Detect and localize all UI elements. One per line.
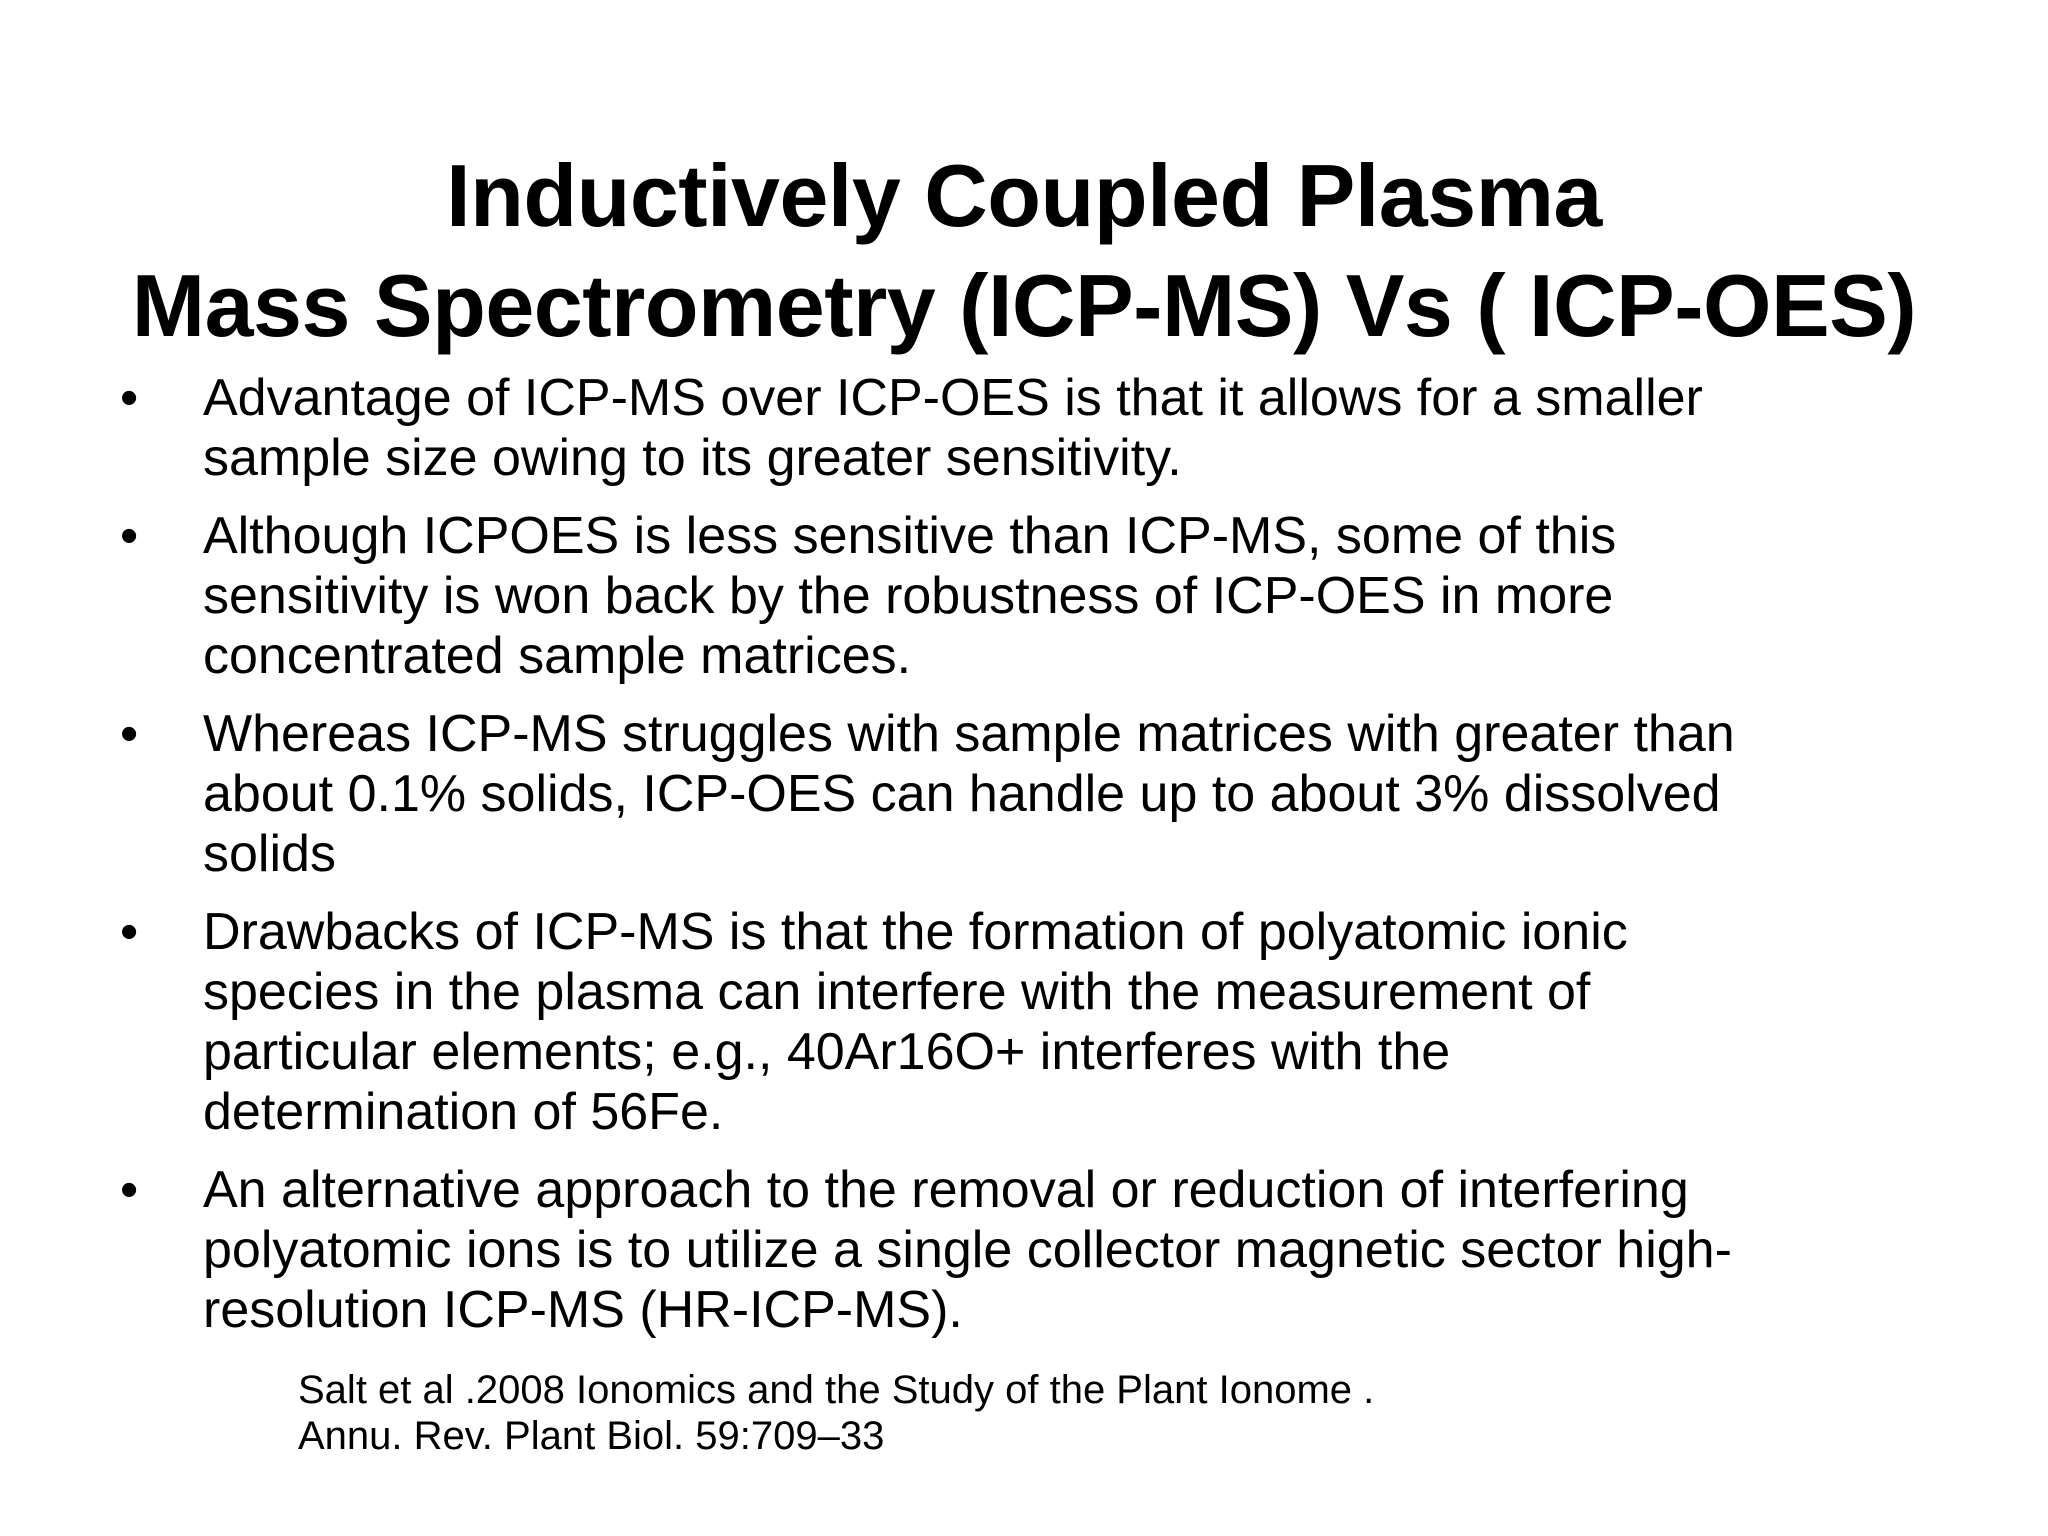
bullet-icon: • [120,369,139,427]
bullet-item [120,368,2000,488]
bullet-item [120,902,2000,1142]
bullet-text-line: determination of 56Fe. [203,1083,724,1141]
bullet-item [120,506,2000,686]
bullet-text-line: solids [203,825,336,883]
bullet-text-line: Whereas ICP-MS struggles with sample matrices with greater than [203,705,1735,763]
bullet-text-line: resolution ICP-MS (HR-ICP-MS). [203,1281,963,1339]
bullet-list [120,368,2000,1358]
bullet-item [120,704,2000,884]
bullet-text-line: sample size owing to its greater sensitivity. [203,429,1182,487]
bullet-text-line: polyatomic ions is to utilize a single collector magnetic sector high- [203,1221,1732,1279]
bullet-icon: • [120,507,139,565]
bullet-text-line: Although ICPOES is less sensitive than ICP-MS, some of this [203,507,1617,565]
bullet-item [120,1160,2000,1340]
bullet-icon: • [120,705,139,763]
citation-line-2: Annu. Rev. Plant Biol. 59:709–33 [298,1414,885,1458]
bullet-icon: • [120,1161,139,1219]
bullet-text-line: about 0.1% solids, ICP-OES can handle up to about 3% dissolved [203,765,1721,823]
slide-title [0,141,2048,361]
bullet-text-line: Drawbacks of ICP-MS is that the formation of polyatomic ionic [203,903,1628,961]
title-line-2: Mass Spectrometry (ICP-MS) Vs ( ICP-OES) [131,255,1917,355]
title-line-1: Inductively Coupled Plasma [446,145,1602,245]
bullet-text-line: Advantage of ICP-MS over ICP-OES is that it allows for a smaller [203,369,1703,427]
bullet-text-line: species in the plasma can interfere with the measurement of [203,963,1591,1021]
bullet-text-line: particular elements; e.g., 40Ar16O+ interferes with the [203,1023,1451,1081]
bullet-text-line: concentrated sample matrices. [203,627,912,685]
bullet-text-line: An alternative approach to the removal or reduction of interfering [203,1161,1689,1219]
bullet-text-line: sensitivity is won back by the robustness of ICP-OES in more [203,567,1614,625]
citation [298,1366,1374,1460]
bullet-icon: • [120,903,139,961]
citation-line-1: Salt et al .2008 Ionomics and the Study of the Plant Ionome . [298,1368,1375,1412]
